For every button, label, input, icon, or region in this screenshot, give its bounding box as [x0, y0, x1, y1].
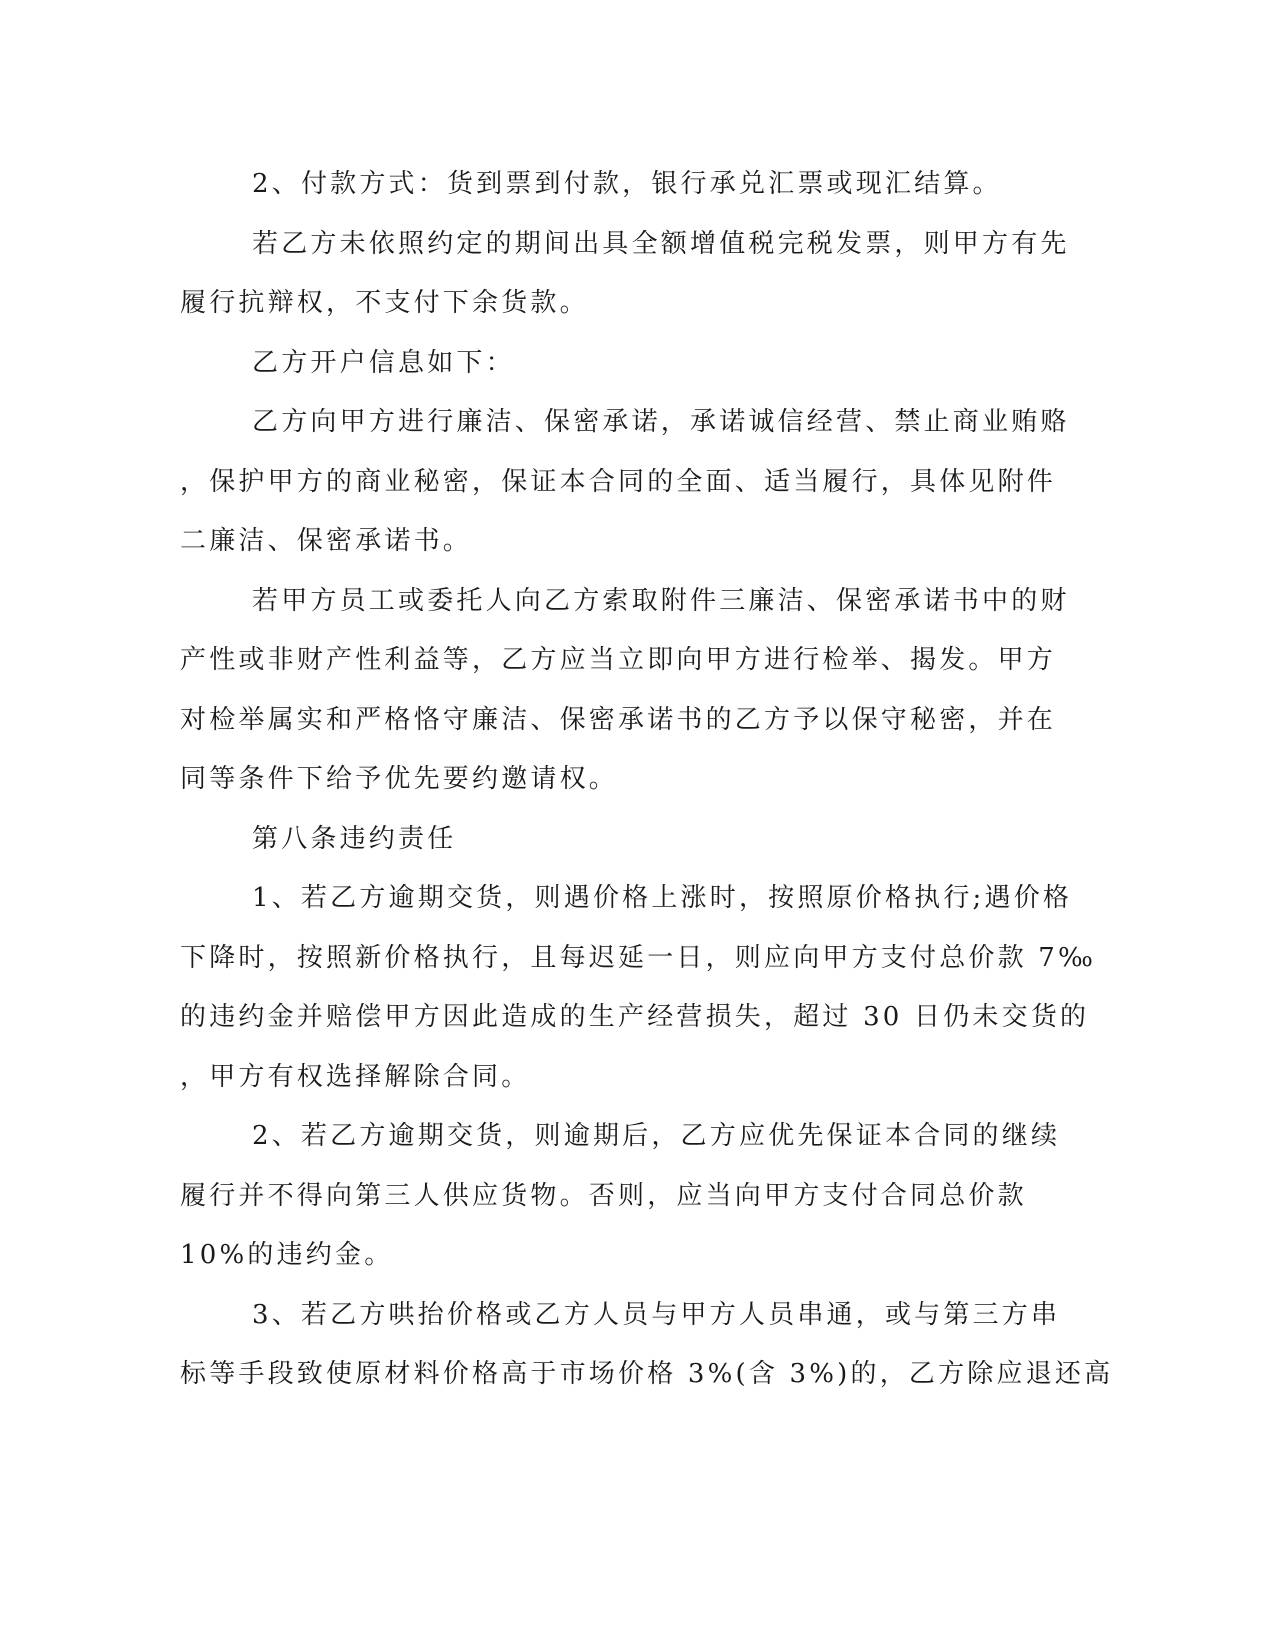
text-line: 同等条件下给予优先要约邀请权。: [180, 764, 619, 794]
paragraph-integrity-commitment: [180, 393, 1070, 572]
paragraph-late-delivery-2: [180, 1107, 1061, 1286]
text-line: 的违约金并赔偿甲方因此造成的生产经营损失，超过 30 日仍未交货的: [180, 1002, 1090, 1032]
paragraph-reporting: [180, 572, 1070, 810]
text-line: 履行并不得向第三人供应货物。否则，应当向甲方支付合同总价款: [180, 1180, 1027, 1211]
text-line: 二廉洁、保密承诺书。: [180, 526, 473, 556]
text-line: 第八条违约责任: [252, 823, 457, 854]
text-line: ，甲方有权选择解除合同。: [180, 1061, 531, 1092]
paragraph-invoice-defense: [180, 215, 1070, 334]
paragraph-payment-method: [180, 155, 1045, 215]
text-line: 2、付款方式：货到票到付款，银行承兑汇票或现汇结算。: [252, 169, 1002, 199]
text-line: 乙方开户信息如下：: [252, 347, 515, 378]
text-line: 标等手段致使原材料价格高于市场价格 3%(含 3%)的，乙方除应退还高: [180, 1359, 1114, 1389]
document-body: [180, 155, 1114, 1405]
text-line: ，保护甲方的商业秘密，保证本合同的全面、适当履行，具体见附件: [180, 466, 1057, 497]
paragraph-account-info: [180, 334, 1045, 394]
text-line: 履行抗辩权，不支付下余货款。: [180, 288, 589, 318]
text-line: 3、若乙方哄抬价格或乙方人员与甲方人员串通，或与第三方串: [252, 1299, 1061, 1330]
text-line: 乙方向甲方进行廉洁、保密承诺，承诺诚信经营、禁止商业贿赂: [252, 407, 1070, 437]
section-heading-article-8: [180, 810, 1045, 870]
text-line: 2、若乙方逾期交货，则逾期后，乙方应优先保证本合同的继续: [252, 1121, 1061, 1151]
paragraph-price-manipulation: [180, 1286, 1114, 1405]
text-line: 对检举属实和严格恪守廉洁、保密承诺书的乙方予以保守秘密，并在: [180, 704, 1057, 735]
text-line: 10%的违约金。: [180, 1240, 394, 1270]
text-line: 下降时，按照新价格执行，且每迟延一日，则应向甲方支付总价款 7‰: [180, 942, 1097, 973]
text-line: 若乙方未依照约定的期间出具全额增值税完税发票，则甲方有先: [252, 228, 1070, 259]
paragraph-late-delivery-1: [180, 869, 1097, 1107]
text-line: 若甲方员工或委托人向乙方索取附件三廉洁、保密承诺书中的财: [252, 585, 1070, 616]
text-line: 产性或非财产性利益等，乙方应当立即向甲方进行检举、揭发。甲方: [180, 645, 1057, 675]
text-line: 1、若乙方逾期交货，则遇价格上涨时，按照原价格执行;遇价格: [252, 883, 1073, 913]
